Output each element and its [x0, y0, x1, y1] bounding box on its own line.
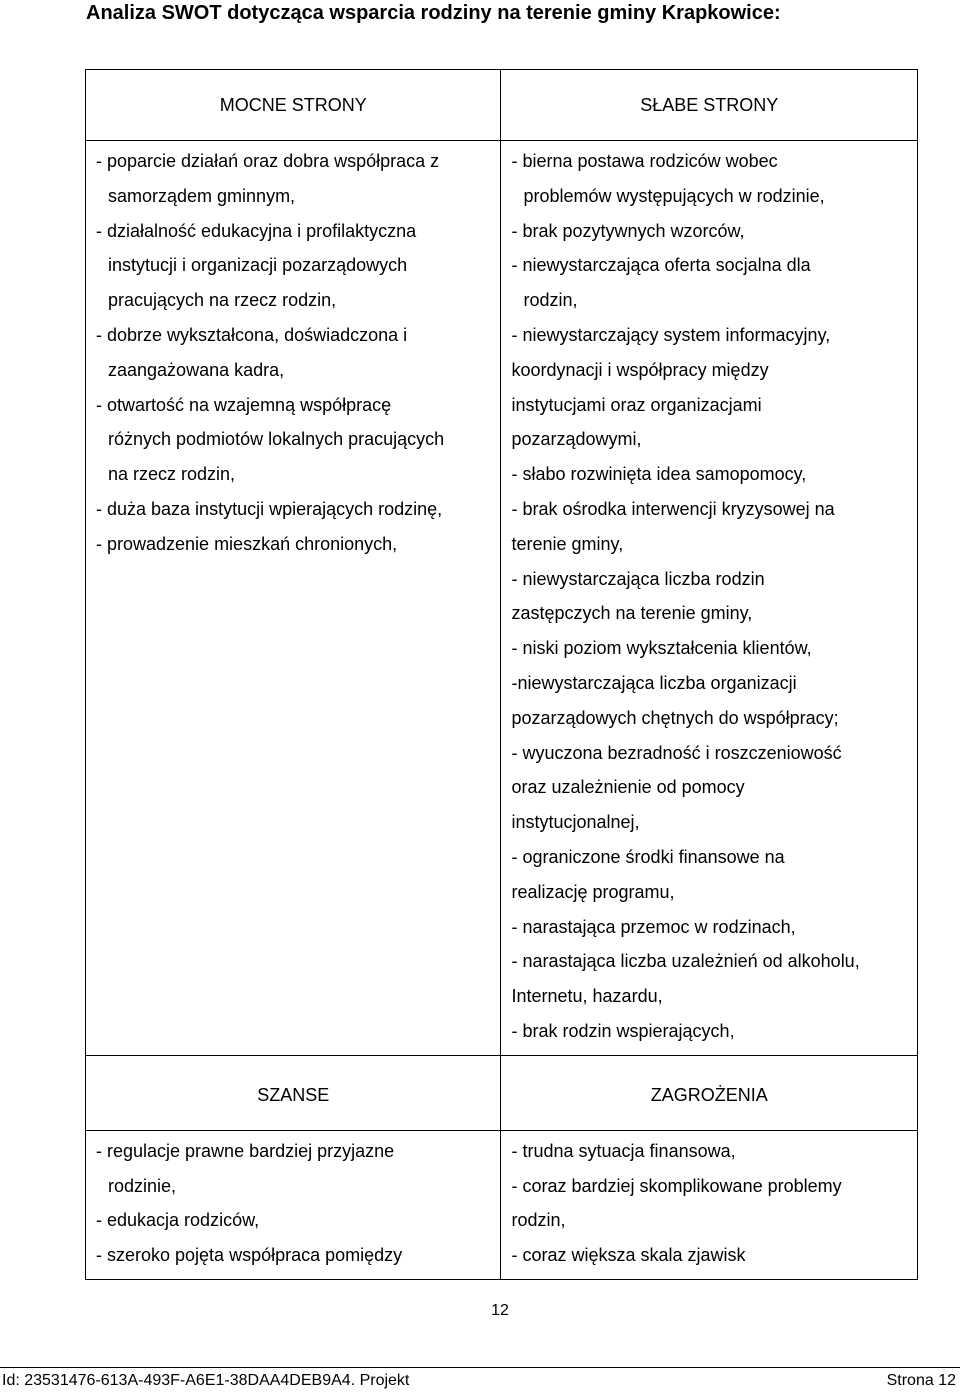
- list-item: - wyuczona bezradność i roszczeniowość: [511, 742, 842, 763]
- document-title: Analiza SWOT dotycząca wsparcia rodziny na terenie gminy Krapkowice:: [86, 2, 781, 24]
- list-item: - słabo rozwinięta idea samopomocy,: [511, 464, 807, 485]
- strengths-cell: [86, 141, 501, 1056]
- opportunities-cell: [86, 1130, 501, 1279]
- list-item: - dobrze wykształcona, doświadczona i zaangażowana kadra,: [96, 324, 408, 380]
- list-item: - niski poziom wykształcenia klientów,: [511, 638, 812, 659]
- opportunities-list: [86, 1131, 500, 1279]
- weaknesses-list: [501, 141, 917, 1055]
- list-item: - trudna sytuacja finansowa,: [511, 1140, 736, 1161]
- list-item: - szeroko pojęta współpraca pomiędzy: [96, 1245, 403, 1266]
- list-item: - niewystarczający system informacyjny,: [511, 324, 831, 345]
- list-item: - narastająca przemoc w rodzinach,: [511, 916, 796, 937]
- list-item: instytucjami oraz organizacjami: [511, 394, 762, 415]
- list-item: - edukacja rodziców,: [96, 1210, 260, 1231]
- list-item: - bierna postawa rodziców wobec: [511, 151, 778, 171]
- list-item: pozarządowych chętnych do współpracy;: [511, 707, 839, 728]
- list-item: - poparcie działań oraz dobra współpraca z samorządem gminnym,: [96, 151, 440, 206]
- strengths-header: MOCNE STRONY: [86, 70, 501, 141]
- swot-table: [85, 69, 918, 1280]
- list-item: - brak pozytywnych wzorców,: [511, 220, 745, 241]
- list-item: - brak rodzin wspierających,: [511, 1020, 735, 1041]
- list-item: oraz uzależnienie od pomocy: [511, 777, 745, 798]
- list-item: rodzin,: [511, 1210, 566, 1231]
- list-item: - brak ośrodka interwencji kryzysowej na: [511, 498, 835, 519]
- page-label: Strona 12: [886, 1372, 956, 1389]
- list-item: - ograniczone środki finansowe na: [511, 846, 785, 867]
- list-item: -niewystarczająca liczba organizacji: [511, 672, 797, 693]
- threats-header: ZAGROŻENIA: [501, 1055, 918, 1130]
- list-item: realizację programu,: [511, 881, 675, 902]
- document-id: Id: 23531476-613A-493F-A6E1-38DAA4DEB9A4. Projekt: [2, 1372, 410, 1389]
- weaknesses-header: SŁABE STRONY: [501, 70, 918, 141]
- list-item: problemów występujących w rodzinie,: [523, 185, 825, 206]
- list-item: - duża baza instytucji wpierających rodzinę,: [96, 498, 443, 519]
- opportunities-header: SZANSE: [86, 1055, 501, 1130]
- list-item: - działalność edukacyjna i profilaktyczna instytucji i organizacji pozarządowych pracujących na rzecz rodzin,: [96, 220, 417, 311]
- list-item: terenie gminy,: [511, 533, 624, 554]
- threats-cell: [501, 1130, 918, 1279]
- list-item: rodzin,: [523, 290, 578, 311]
- threats-list: [501, 1131, 917, 1279]
- page-footer: [0, 1367, 960, 1392]
- list-item: - coraz bardziej skomplikowane problemy: [511, 1175, 842, 1196]
- strengths-list: [86, 141, 500, 568]
- list-item: pozarządowymi,: [511, 429, 642, 450]
- weaknesses-cell: [501, 141, 918, 1056]
- list-item: - prowadzenie mieszkań chronionych,: [96, 533, 398, 554]
- list-item: - otwartość na wzajemną współpracę różnych podmiotów lokalnych pracujących na rzecz rodzin,: [96, 394, 445, 485]
- list-item: instytucjonalnej,: [511, 812, 640, 833]
- list-item: - niewystarczająca liczba rodzin: [511, 568, 765, 589]
- list-item: zastępczych na terenie gminy,: [511, 603, 753, 624]
- list-item: - niewystarczająca oferta socjalna dla: [511, 255, 811, 276]
- list-item: - coraz większa skala zjawisk: [511, 1245, 746, 1266]
- list-item: Internetu, hazardu,: [511, 986, 663, 1007]
- list-item: koordynacji i współpracy między: [511, 359, 769, 380]
- page-number: 12: [491, 1302, 509, 1319]
- list-item: - narastająca liczba uzależnień od alkoholu,: [511, 951, 860, 972]
- list-item: - regulacje prawne bardziej przyjazne rodzinie,: [96, 1140, 395, 1196]
